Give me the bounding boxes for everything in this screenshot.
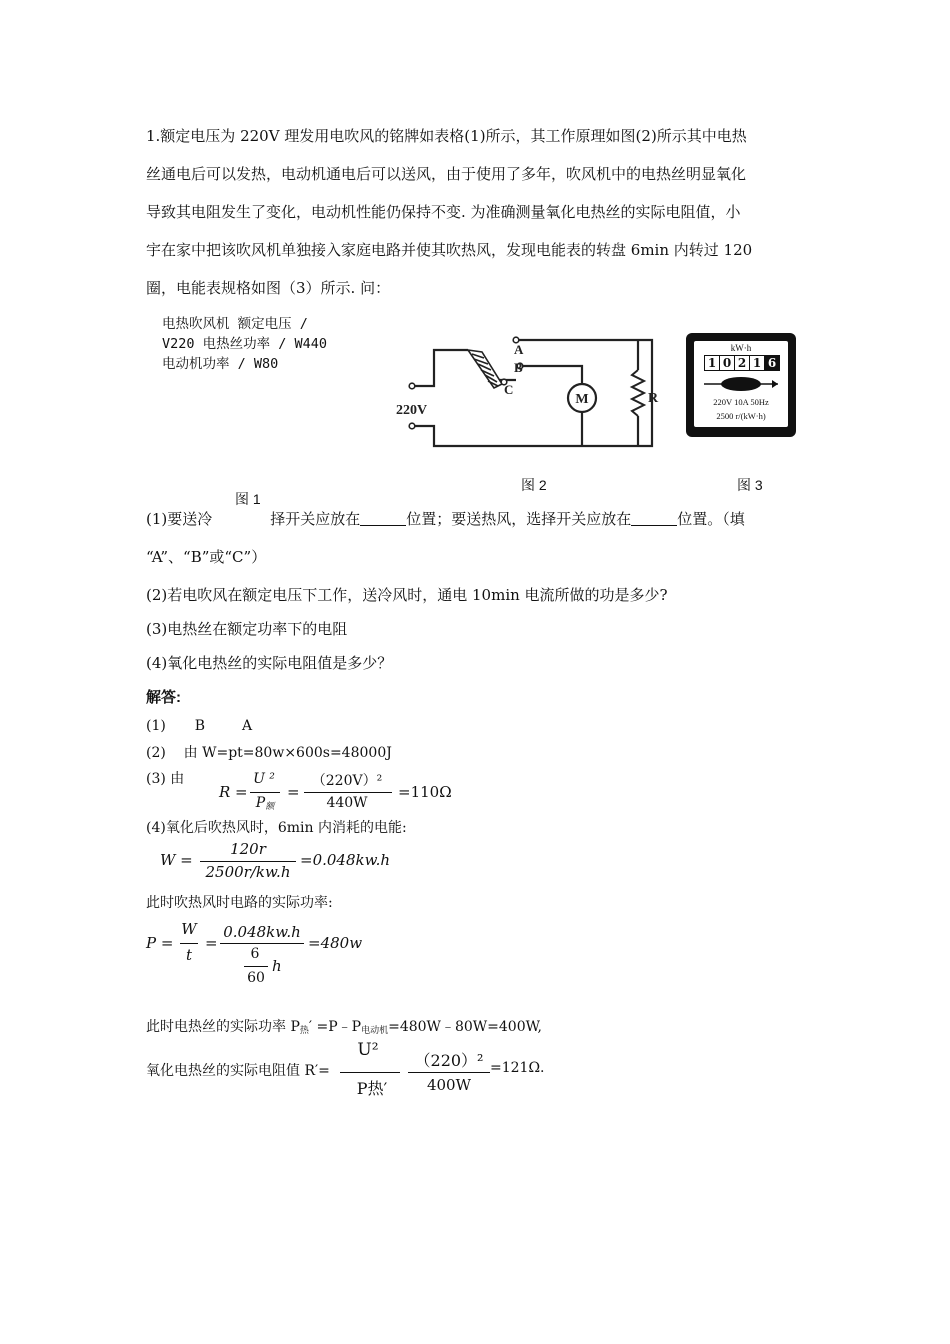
meter-rate: 2500 r/(kW·h)	[716, 411, 766, 421]
caption-fig2: 图 2	[521, 477, 547, 493]
formula-p-line-1	[180, 943, 198, 944]
question-2: (2)若电吹风在额定电压下工作，送冷风时，通电 10min 电流所做的功是多少?	[146, 586, 668, 604]
terminal-supply-bottom	[409, 423, 415, 429]
question-3: (3)电热丝在额定功率下的电阻	[146, 620, 348, 638]
wire-top-left	[412, 350, 468, 386]
formula-p-t: t	[185, 946, 193, 964]
answer-blank-2[interactable]	[631, 511, 677, 526]
label-a: A	[514, 342, 524, 357]
meter-digit-5: 6	[765, 356, 779, 370]
problem-line-1: 1.额定电压为 220V 理发用电吹风的铭牌如表格(1)所示，其工作原理如图(2)所示其中电热	[146, 127, 747, 145]
question-1	[146, 502, 745, 536]
heat-power-sub-1: 热	[299, 1026, 309, 1036]
caption-fig1: 图 1	[235, 491, 261, 507]
formula-w-lhs: W =	[160, 851, 193, 869]
answer-blank-1[interactable]	[360, 511, 406, 526]
meter-face	[694, 341, 788, 427]
answer-1-number: (1)	[146, 718, 166, 734]
answer-2: (2) 由 W=pt=80w×600s=48000J	[146, 745, 392, 761]
formula-p-h: h	[272, 957, 282, 975]
formula-p-w: W	[181, 920, 197, 938]
formula-r-result: =110Ω	[398, 783, 452, 801]
formula-r-lhs: R =	[219, 783, 248, 801]
formula-p-lhs: P =	[146, 934, 174, 952]
motor-label: M	[575, 392, 589, 407]
meter-digits	[704, 355, 780, 371]
heat-power-part-b: ′ =P﹣P	[308, 1019, 362, 1035]
question-1-part-b: 择开关应放在	[270, 510, 361, 528]
formula-r-num: U ²	[253, 771, 275, 787]
formula-w-result: =0.048kw.h	[300, 851, 391, 869]
formula-p-six: 6	[250, 946, 260, 962]
formula-r-den-sub: 额	[265, 802, 275, 812]
resist-p: P热′	[356, 1079, 388, 1098]
formula-r-den	[250, 795, 280, 812]
question-1-part-d: 位置。（填	[677, 510, 745, 528]
caption-fig3: 图 3	[737, 477, 763, 493]
formula-p-eq: =	[205, 934, 218, 952]
heat-power-part-c: =480W﹣80W=400W,	[388, 1019, 542, 1035]
question-1-part-c: 位置；要送热风，选择开关应放在	[406, 510, 632, 528]
resist-label: 氧化电热丝的实际电阻值 R′=	[146, 1063, 330, 1079]
answer-1	[146, 718, 252, 734]
answer-3-label: (3) 由	[146, 771, 185, 787]
meter-spec: 220V 10A 50Hz	[713, 397, 769, 407]
meter-digit-1: 1	[705, 356, 720, 370]
energy-meter	[686, 333, 796, 437]
answer-1-first: B	[194, 718, 206, 734]
nameplate-line-3: 电动机功率 / W80	[162, 356, 279, 372]
resistor-label: R	[648, 391, 659, 406]
question-1-part-a: (1)要送冷	[146, 510, 213, 528]
formula-p-num: 0.048kw.h	[223, 923, 301, 941]
answer-heading: 解答:	[146, 689, 181, 706]
formula-w-line	[200, 861, 296, 862]
resist-num: （220）²	[414, 1051, 484, 1070]
nameplate-line-1: 电热吹风机 额定电压 /	[162, 316, 308, 332]
meter-digit-3: 2	[735, 356, 750, 370]
formula-p-line-3	[244, 966, 268, 967]
label-voltage: 220V	[396, 403, 428, 418]
label-c: C	[504, 382, 514, 397]
power-line: 此时吹热风时电路的实际功率:	[146, 895, 333, 911]
heat-power-sub-2: 电动机	[361, 1026, 389, 1036]
resist-line-2	[408, 1072, 490, 1073]
meter-digit-4: 1	[750, 356, 765, 370]
meter-unit: kW·h	[730, 343, 752, 353]
formula-w-den: 2500r/kw.h	[205, 863, 291, 881]
circuit-diagram	[390, 322, 670, 462]
formula-r-line-1	[250, 792, 280, 793]
resist-u2: U²	[357, 1040, 379, 1060]
answer-4-label: (4)氧化后吹热风时，6min 内消耗的电能:	[146, 820, 407, 836]
resist-result: =121Ω.	[490, 1060, 545, 1076]
formula-w-num: 120r	[230, 840, 266, 858]
formula-p-sixty: 60	[247, 970, 265, 986]
heat-power-part-a: 此时电热丝的实际功率 P	[146, 1019, 300, 1035]
problem-line-5: 圈，电能表规格如图（3）所示. 问：	[146, 279, 391, 297]
nameplate	[162, 314, 327, 374]
resistor-symbol	[632, 370, 644, 416]
wire-motor-top	[520, 366, 582, 384]
label-b: B	[514, 360, 523, 375]
nameplate-line-2: V220 电热丝功率 / W440	[162, 336, 328, 352]
formula-p-result: =480w	[308, 934, 363, 952]
problem-line-3: 导致其电阻发生了变化，电动机性能仍保持不变. 为准确测量氧化电热丝的实际电阻值，小	[146, 203, 741, 221]
meter-digit-2: 0	[720, 356, 735, 370]
question-4: (4)氧化电热丝的实际电阻值是多少？	[146, 654, 393, 672]
resist-line-1	[340, 1072, 400, 1073]
resist-den: 400W	[426, 1076, 472, 1094]
problem-line-4: 宇在家中把该吹风机单独接入家庭电路并使其吹热风，发现电能表的转盘 6min 内转过 120	[146, 241, 753, 259]
answer-1-second: A	[241, 718, 253, 734]
terminal-supply-top	[409, 383, 415, 389]
formula-r-eq: =	[287, 783, 300, 801]
formula-r-den-2: 440W	[326, 795, 368, 811]
formula-r-den-p: P	[255, 795, 266, 811]
question-1-line-2: “A”、“B”或“C”）	[146, 548, 267, 566]
selector-switch	[468, 350, 502, 388]
heat-power-line	[146, 1016, 542, 1036]
problem-line-2: 丝通电后可以发热，电动机通电后可以送风，由于使用了多年，吹风机中的电热丝明显氧化	[146, 165, 747, 183]
formula-r-line-2	[304, 792, 392, 793]
wire-bottom-right	[412, 340, 652, 446]
formula-r-num-2: （220V）²	[311, 773, 383, 789]
meter-disc-icon	[702, 373, 780, 395]
formula-p-line-2	[220, 943, 304, 944]
